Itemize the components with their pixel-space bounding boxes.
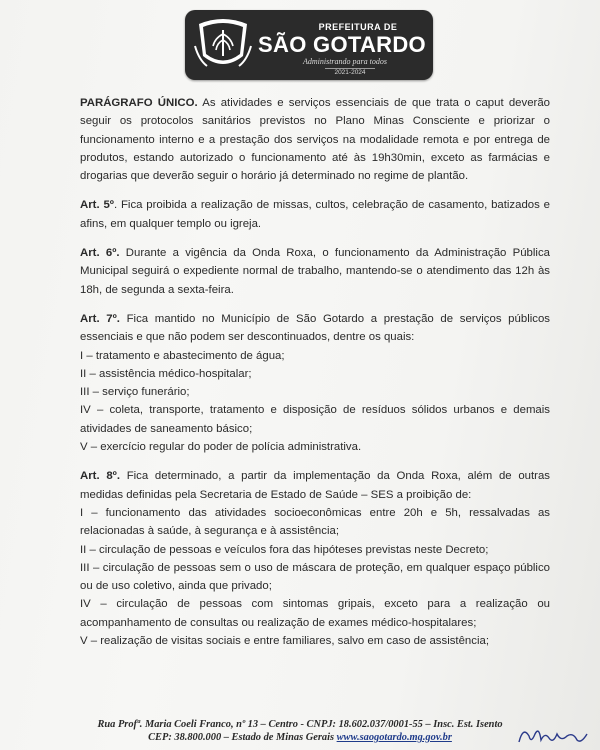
list-item: II – circulação de pessoas e veículos fora das hipóteses previstas neste Decreto; xyxy=(80,543,489,556)
art7-text: Fica mantido no Município de São Gotardo a prestação de serviços públicos essenciais e que não podem ser descontinuados, dentre os quais: xyxy=(80,312,550,344)
art5-label: Art. 5º xyxy=(80,199,114,212)
list-item: V – exercício regular do poder de polícia administrativa. xyxy=(80,441,362,454)
art7-label: Art. 7º. xyxy=(80,312,120,325)
footer-address: Rua Profª. Maria Coeli Franco, nº 13 – Centro - CNPJ: 18.602.037/0001-55 – Insc. Est. Isento xyxy=(97,719,503,730)
paragrafo-unico-label: PARÁGRAFO ÚNICO. xyxy=(80,97,198,109)
website-link[interactable]: www.saogotardo.mg.gov.br xyxy=(336,732,452,743)
footer-cep: CEP: 38.800.000 – Estado de Minas Gerais xyxy=(148,732,337,743)
list-item: IV – coleta, transporte, tratamento e disposição de resíduos sólidos urbanos e demais atividades de saneamento básico; xyxy=(80,404,550,435)
footer-cep-line xyxy=(0,731,600,744)
city-crest-icon xyxy=(193,16,253,74)
list-item: I – tratamento e abastecimento de água; xyxy=(80,349,285,362)
document-body xyxy=(80,94,550,650)
art6-text: Durante a vigência da Onda Roxa, o funcionamento da Administração Pública Municipal seguirá o expediente normal de trabalho, mantendo-se o atendimento das 12h às 18h, de segunda a sexta-feira. xyxy=(80,247,550,296)
art7 xyxy=(80,310,550,347)
art6-label: Art. 6º. xyxy=(80,247,120,260)
prefeitura-label: PREFEITURA DE xyxy=(318,22,398,32)
signature-icon xyxy=(515,722,595,750)
list-item: II – assistência médico-hospitalar; xyxy=(80,367,252,380)
art6 xyxy=(80,244,550,299)
list-item: I – funcionamento das atividades socioeconômicas entre 20h e 5h, ressalvadas as relacionadas à saúde, à segurança e à assistência; xyxy=(80,506,550,538)
prefeitura-logo xyxy=(185,10,433,80)
list-item: IV – circulação de pessoas com sintomas gripais, exceto para a realização ou acompanhamento de consultas ou realização de exames médico-hospitalares; xyxy=(80,598,550,629)
list-item: V – realização de visitas sociais e entre familiares, salvo em caso de assistência; xyxy=(80,635,489,648)
slogan: Administrando para todos xyxy=(302,57,387,66)
art8-label: Art. 8º. xyxy=(80,470,120,483)
paragrafo-unico-text: As atividades e serviços essenciais de que trata o caput deverão seguir os protocolos sanitários previstos no Plano Minas Consciente e priorizar o funcionamento interno e a prestação dos serviços na modalidade remota e por entrega de produtos, estando autorizado o funcionamento até às 19h30min, exceto as farmácias e drogarias que deverão seguir o horário já determinado no regime de plantão. xyxy=(80,97,551,183)
art5 xyxy=(80,196,550,233)
city-name: SÃO GOTARDO xyxy=(258,32,426,57)
art8 xyxy=(80,467,550,504)
page-footer xyxy=(0,718,600,744)
list-item: III – serviço funerário; xyxy=(80,386,190,399)
list-item: III – circulação de pessoas sem o uso de máscara de proteção, em qualquer espaço público ou de uso coletivo, ainda que privado; xyxy=(80,561,550,593)
term-years: 2021-2024 xyxy=(325,68,375,76)
paragrafo-unico xyxy=(80,94,550,185)
art5-text: . Fica proibida a realização de missas, cultos, celebração de casamento, batizados e afins, em qualquer templo ou igreja. xyxy=(80,199,550,230)
art8-text: Fica determinado, a partir da implementação da Onda Roxa, além de outras medidas definidas pela Secretaria de Estado de Saúde – SES a proibição de: xyxy=(80,470,550,501)
